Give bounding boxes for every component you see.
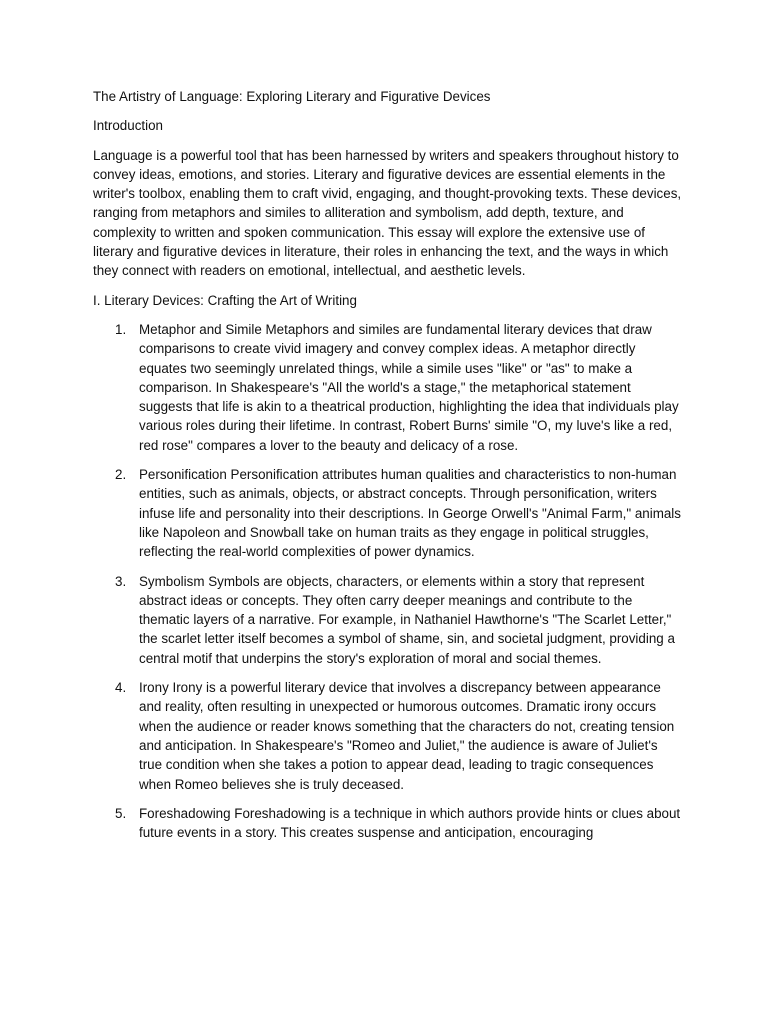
- list-item-number: 5.: [115, 805, 127, 821]
- list-item-text: Personification Personification attributes human qualities and characteristics to non-human entities, such as animals, objects, or abstract concepts. Through personification, writers infuse life and personality into their descriptions. In George Orwell's "Animal Farm," animals like Napoleon and Snowball take on human traits as they engage in political struggles, reflecting the real-world complexities of power dynamics.: [139, 467, 681, 560]
- list-item-text: Symbolism Symbols are objects, characters, or elements within a story that represent abstract ideas or concepts. They often carry deeper meanings and contribute to the thematic layers of a narrative. For example, in Nathaniel Hawthorne's "The Scarlet Letter," the scarlet letter itself becomes a symbol of shame, sin, and societal judgment, providing a central motif that underpins the story's exploration of moral and social themes.: [139, 573, 675, 666]
- list-item-number: 4.: [115, 680, 127, 696]
- list-item-text: Irony Irony is a powerful literary device that involves a discrepancy between appearance and reality, often resulting in unexpected or humorous outcomes. Dramatic irony occurs when the audience or reader knows something that the characters do not, creating tension and anticipation. In Shakespeare's "Romeo and Juliet," the audience is aware of Juliet's true condition when she takes a potion to appear dead, leading to tragic consequences when Romeo believes she is truly deceased.: [139, 680, 675, 792]
- intro-heading: Introduction: [93, 118, 163, 134]
- list-item-number: 2.: [115, 467, 127, 483]
- document-page: [93, 87, 683, 852]
- list-item-text: Foreshadowing Foreshadowing is a technique in which authors provide hints or clues about future events in a story. This creates suspense and anticipation, encouraging: [139, 805, 681, 841]
- list-item: [93, 465, 683, 561]
- list-item-number: 3.: [115, 573, 127, 589]
- section-heading: I. Literary Devices: Crafting the Art of Writing: [93, 292, 357, 308]
- list-item: [93, 320, 683, 455]
- document-title: The Artistry of Language: Exploring Literary and Figurative Devices: [93, 89, 491, 104]
- list-item: [93, 804, 683, 843]
- intro-paragraph: Language is a powerful tool that has been harnessed by writers and speakers throughout history to convey ideas, emotions, and stories. Literary and figurative devices are essential elements in the writer's toolbox, enabling them to craft vivid, engaging, and thought-provoking texts. These devices, ranging from metaphors and similes to alliteration and symbolism, add depth, texture, and complexity to written and spoken communication. This essay will explore the extensive use of literary and figurative devices in literature, their roles in enhancing the text, and the ways in which they connect with readers on emotional, intellectual, and aesthetic levels.: [93, 147, 682, 279]
- list-item: [93, 678, 683, 794]
- device-list: [93, 320, 683, 842]
- list-item: [93, 572, 683, 668]
- list-item-text: Metaphor and Simile Metaphors and similes are fundamental literary devices that draw comparisons to create vivid imagery and convey complex ideas. A metaphor directly equates two seemingly unrelated things, while a simile uses "like" or "as" to make a comparison. In Shakespeare's "All the world's a stage," the metaphorical statement suggests that life is akin to a theatrical production, highlighting the idea that individuals play various roles during their lifetime. In contrast, Robert Burns' simile "O, my luve's like a red, red rose" compares a lover to the beauty and delicacy of a rose.: [139, 321, 679, 453]
- list-item-number: 1.: [115, 321, 127, 337]
